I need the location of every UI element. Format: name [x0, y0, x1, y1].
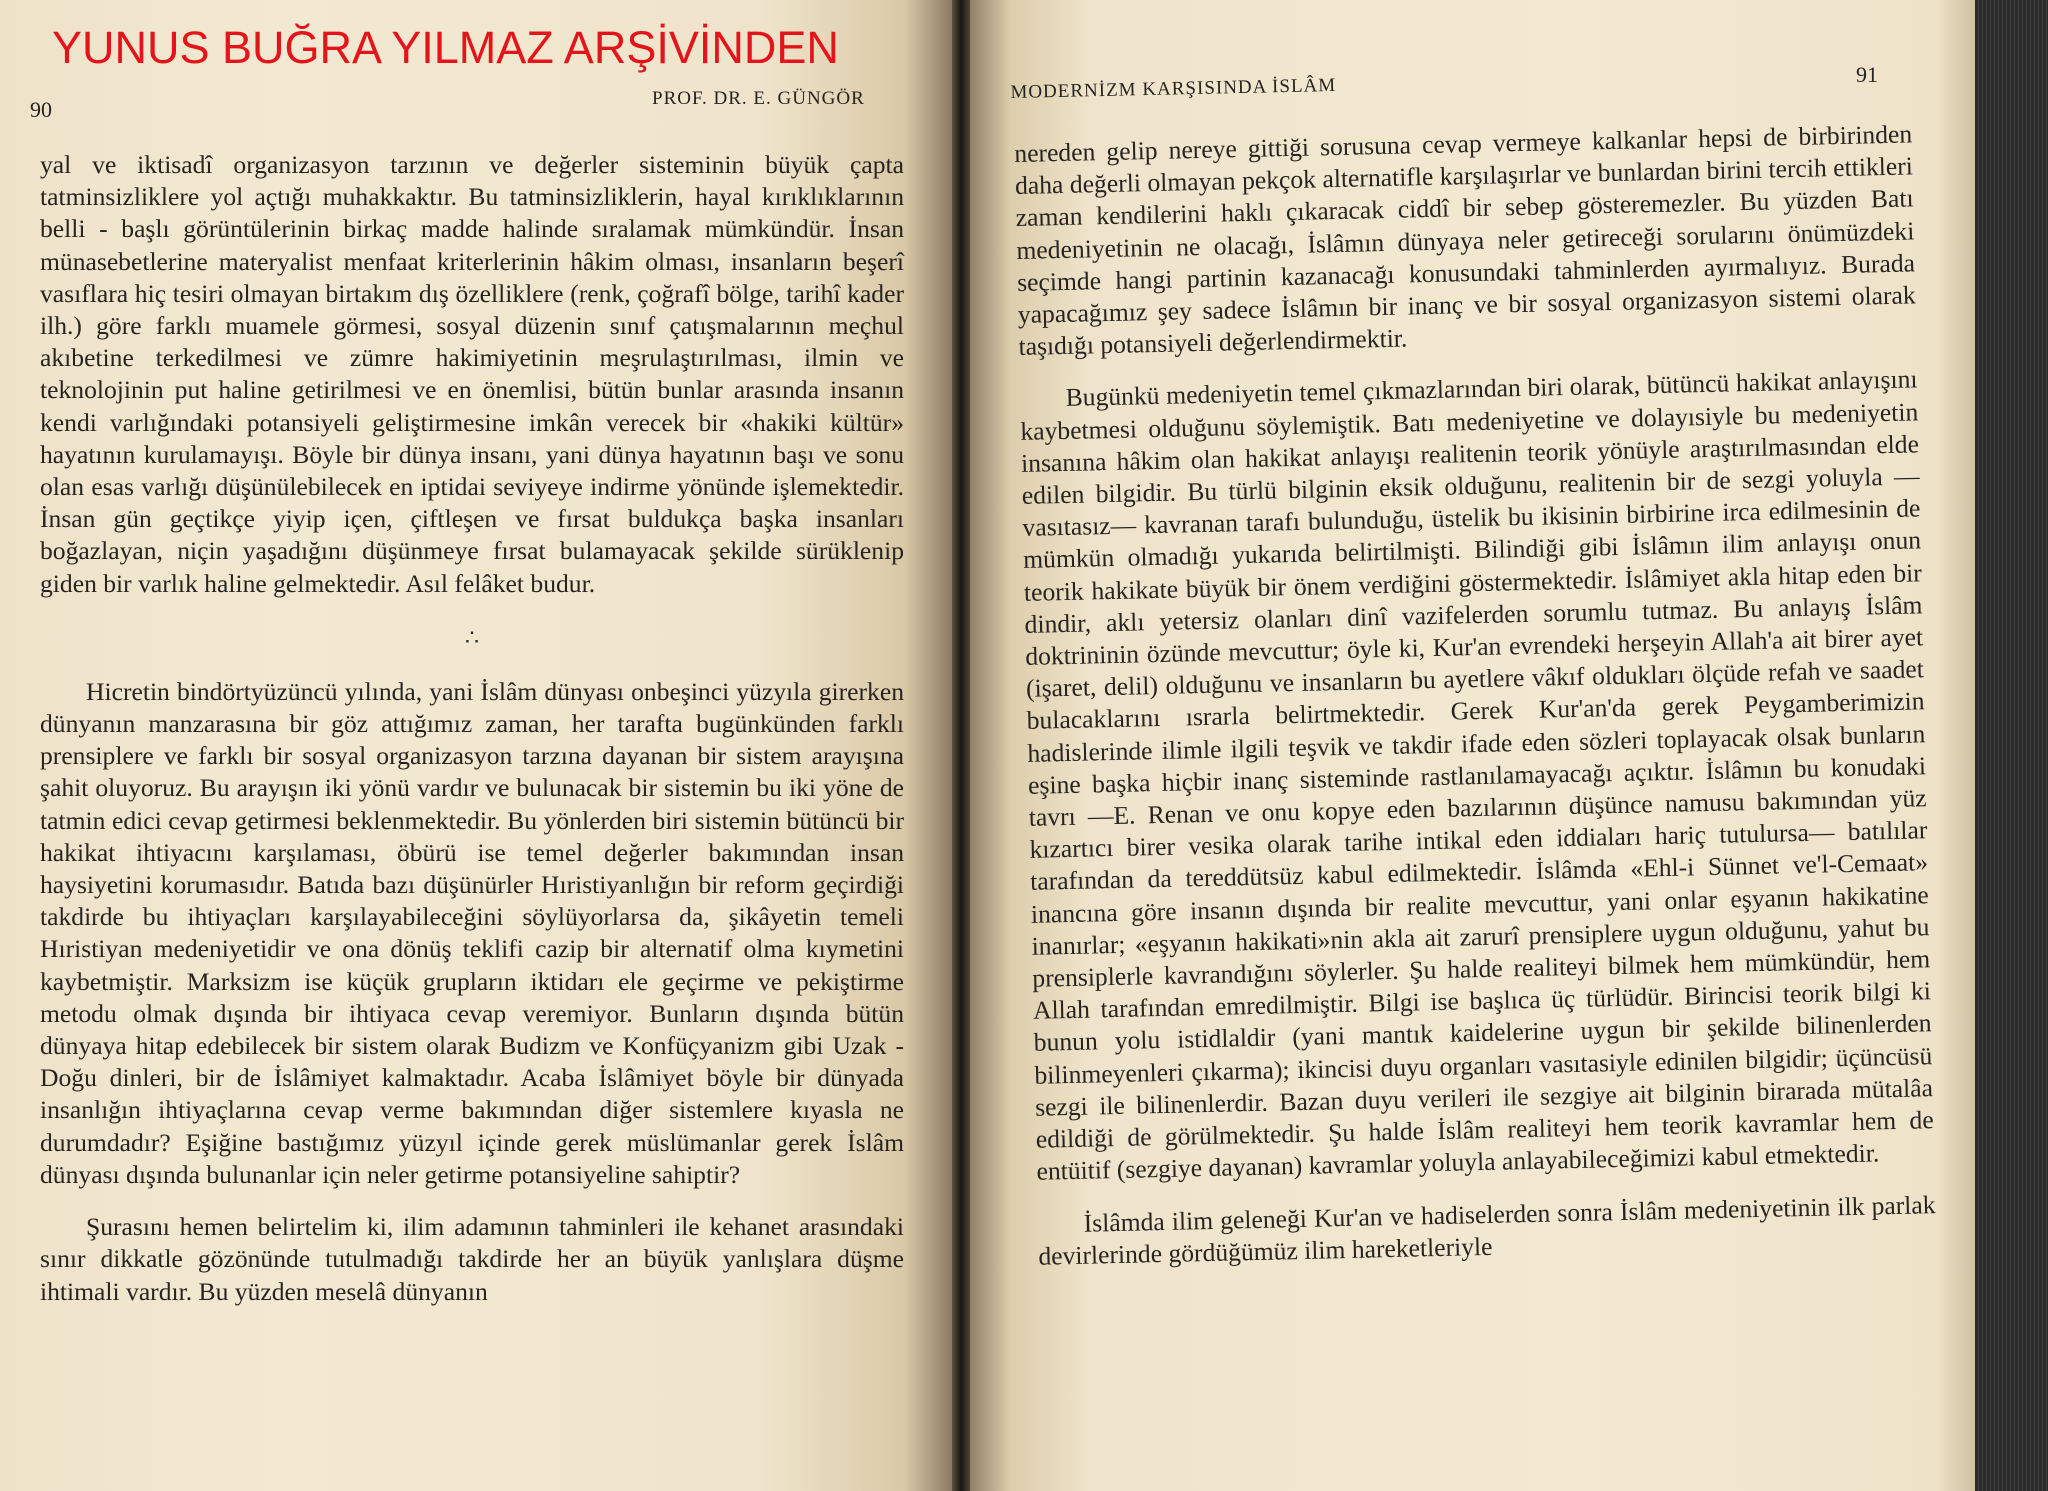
- paragraph: Bugünkü medeniyetin temel çıkmazlarından biri olarak, bütüncü hakikat anlayışını kaybetmesi olduğunu söylemiştik. Batı medeniyetine ve dolayısiyle bu medeniyetin insanına hâkim olan hakikat anlayışı realitenin teorik yönüyle araştırılmasından elde edilen bilgidir. Bu türlü bilginin eksik olduğunu, realitenin bir de sezgi yoluyla —vasıtasız— kavranan tarafı bulunduğu, üstelik bu ikisinin birbirine irca edilmesinin de mümkün olmadığı yukarıda belirtilmişti. Bilindiği gibi İslâmın ilim anlayışı onun teorik hakikate büyük bir önem verdiğini göstermektedir. İslâmiyet akla hitap eden bir dindir, aklı yetersiz olanları dinî vazifelerden sorumlu tutmaz. Bu anlayış İslâm doktrininin özünde mevcuttur; öyle ki, Kur'an evrendeki herşeyin Allah'a ait birer ayet (işaret, delil) olduğunu ve insanların bu ayetlere vâkıf oldukları ölçüde refah ve saadet bulacaklarını ısrarla belirtmektedir. Gerek Kur'an'da gerek Peygamberimizin hadislerinde ilimle ilgili teşvik ve takdir ifade eden sözleri toplayacak olsak bunların eşine başka hiçbir inanç sisteminde rastlanılamayacağı açıktır. İslâmın bu konudaki tavrı —E. Renan ve onu kopye eden bazılarının düşünce namusu bakımından yüz kızartıcı birer vesika olarak tarihe intikal eden iddiaları hariç tutulursa— batılılar tarafından da tereddütsüz kabul edilmektedir. İslâmda «Ehl-i Sünnet ve'l-Cemaat» inancına göre insanın dışında bir realite mevcuttur, yani onlar eşyanın hakikatine inanırlar; «eşyanın hakikati»nin akla ait zarurî prensiplere uygun olduğunu, yahut bu prensiplerle kavrandığını söylerler. Şu halde realiteyi bilmek hem mümkündür, hem Allah tarafından emredilmiştir. Bilgi ise başlıca üç türlüdür. Birincisi teorik bilgi ki bunun yolu istidlaldir (yani mantık kaidelerine uygun bir şekilde bilinenlerden bilinmeyenleri çıkarma); ikincisi duyu organları vasıtasiyle edinilen bilgidir; üçüncüsü sezgi ile bilinenlerdir. Bazan duyu verileri ile sezgiye ait bilginin birarada mütalâa edildiği de görülmektedir. Şu halde İslâm realiteyi hem teorik kavramlar hem de entüitif (sezgiye dayanan) kavramlar yoluyla anlayabileceğimizi kabul etmektedir.: [1020, 364, 1934, 1187]
- archive-watermark: YUNUS BUĞRA YILMAZ ARŞİVİNDEN: [52, 22, 839, 73]
- body-text: [40, 149, 904, 1308]
- paragraph: Hicretin bindörtyüzüncü yılında, yani İslâm dünyası onbeşinci yüzyıla girerken dünyanın manzarasına bir göz attığımız zaman, her tarafta bugünkünden farklı prensiplere ve farklı bir sosyal organizasyon tarzına dayanan bir sistem arayışına şahit oluyoruz. Bu arayışın iki yönü vardır ve bulunacak bir sistemin bu iki yöne de tatmin edici cevap getirmesi beklenmektedir. Bu yönlerden biri sistemin bütüncü bir hakikat ihtiyacını karşılaması, öbürü ise temel değerler bakımından insan haysiyetini korumasıdır. Batıda bazı düşünürler Hıristiyanlığın bir reform geçirdiği takdirde bu ihtiyaçları karşılayabileceğini söylüyorlarsa da, şikâyetin temeli Hıristiyan medeniyetidir ve ona dönüş teklifi cazip bir alternatif olma kıymetini kaybetmiştir. Marksizm ise küçük grupların iktidarı ele geçirme ve pekiştirme metodu olmak dışında bir ihtiyaca cevap veremiyor. Bunların dışında bütün dünyaya hitap edebilecek bir sistem olarak Budizm ve Konfüçyanizm gibi Uzak - Doğu dinleri, bir de İslâmiyet kalmaktadır. Acaba İslâmiyet böyle bir dünyada insanlığın ihtiyaçlarına cevap verme bakımından diğer sistemlere kıyasla ne durumdadır? Eşiğine bastığımız yüzyıl içinde gerek müslümanlar gerek İslâm dünyası dışında bulunanlar için neler getirme potansiyeline sahiptir?: [40, 676, 904, 1189]
- left-page: [0, 0, 952, 1491]
- section-separator: ∴: [465, 624, 479, 650]
- paragraph: yal ve iktisadî organizasyon tarzının ve değerler sisteminin büyük çapta tatminsizliklere yol açtığı muhakkaktır. Bu tatminsizliklerin, hayal kırıklıklarının belli - başlı görüntülerinin birkaç madde halinde sıralamak mümkündür. İnsan münasebetlerine materyalist menfaat kriterlerinin hâkim olması, insanların beşerî vasıflara hiç tesiri olmayan birtakım dış özelliklere (renk, çoğrafî bölge, tarihî kader ilh.) göre farklı muamele görmesi, sosyal düzenin sınıf çatışmalarının meçhul akıbetine terkedilmesi ve zümre hakimiyetinin meşrulaştırılması, ilmin ve teknolojinin put haline getirilmesi ve en önemlisi, bütün bunlar arasında insanın kendi varlığındaki potansiyeli geliştirmesine imkân verecek bir «hakiki kültür» hayatının kurulamayışı. Böyle bir dünya insanı, yani dünya hayatının başı ve sonu olan esas varlığı düşünülebilecek en iptidai seviyeye indirme yönünde işlemektedir. İnsan gün geçtikçe yiyip içen, çiftleşen ve fırsat buldukça başka insanları boğazlayan, niçin yaşadığını düşünmeye fırsat bulamayacak şekilde sürüklenip giden bir varlık haline gelmektedir. Asıl felâket budur.: [40, 150, 904, 598]
- body-text: [1014, 118, 1937, 1272]
- right-page: [970, 0, 1975, 1491]
- page-number: 91: [1856, 62, 1878, 87]
- page-number: 90: [30, 97, 52, 122]
- running-head: MODERNİZM KARŞISINDA İSLÂM: [1010, 74, 1337, 103]
- page-edges: [1975, 0, 2048, 1491]
- running-head: PROF. DR. E. GÜNGÖR: [652, 88, 865, 109]
- paragraph: İslâmda ilim geleneği Kur'an ve hadiselerden sonra İslâm medeniyetinin ilk parlak devirlerinde gördüğümüz ilim hareketleriyle: [1038, 1189, 1936, 1271]
- book-gutter: [952, 0, 970, 1491]
- paragraph: Şurasını hemen belirtelim ki, ilim adamının tahminleri ile kehanet arasındaki sınır dikkatle gözönünde tutulmadığı takdirde her an büyük yanlışlara düşme ihtimali vardır. Bu yüzden meselâ dünyanın: [40, 1212, 904, 1306]
- paragraph: nereden gelip nereye gittiği sorusuna cevap vermeye kalkanlar hepsi de birbirinden daha değerli olmayan pekçok alternatifle karşılaşırlar ve bunlardan birini tercih ettikleri zaman kendilerini haklı çıkaracak ciddî bir sebep gösteremezler. Bu yüzden Batı medeniyetinin ne olacağı, İslâmın dünyaya neler getireceği sorularını önümüzdeki seçimde hangi partinin kazanacağı konusundaki tahminlerden ayırmalıyız. Burada yapacağımız şey sadece İslâmın bir inanç ve bir sosyal organizasyon sistemi olarak taşıdığı potansiyeli değerlendirmektir.: [1014, 119, 1916, 362]
